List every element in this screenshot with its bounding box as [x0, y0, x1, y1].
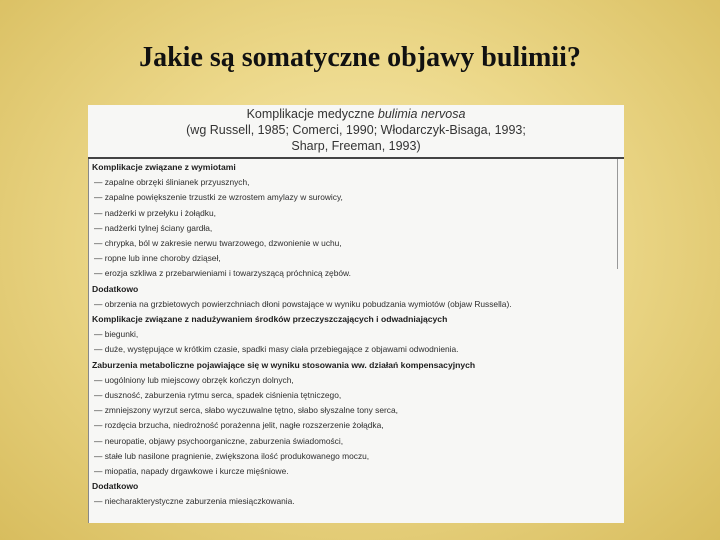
table-header [88, 105, 624, 154]
table-list-item: — miopatia, napady drgawkowe i kurcze mięśniowe. [94, 466, 289, 476]
table-list-item: — nadżerki tylnej ściany gardła, [94, 222, 213, 233]
table-right-rule [617, 159, 618, 269]
table-list-item: — rozdęcia brzucha, niedrożność porażenna jelit, nagłe rozszerzenie żołądka, [94, 420, 384, 431]
table-header-line1 [88, 106, 624, 122]
table-header-italic: bulimia nervosa [377, 107, 466, 121]
scanned-table-image [88, 105, 624, 523]
table-list-item: — biegunki, [94, 329, 139, 340]
table-list-item: — erozja szkliwa z przebarwieniami i towarzyszącą próchnicą zębów. [94, 268, 351, 279]
table-header-prefix: Komplikacje medyczne [246, 107, 375, 121]
table-list-item: — stałe lub nasilone pragnienie, zwiększona ilość produkowanego moczu, [94, 450, 370, 461]
table-section-heading: Komplikacje związane z wymiotami [92, 162, 236, 172]
table-list-item: — zapalne obrzęki ślinianek przyusznych, [94, 177, 250, 188]
table-list-item: — duszność, zaburzenia rytmu serca, spadek ciśnienia tętniczego, [94, 390, 342, 400]
table-header-line3: Sharp, Freeman, 1993) [291, 139, 421, 153]
table-list-item: — ropne lub inne choroby dziąseł, [94, 253, 221, 264]
table-list-item: — niecharakterystyczne zaburzenia miesiączkowania. [94, 496, 295, 507]
table-section-heading: Komplikacje związane z nadużywaniem środków przeczyszczających i odwadniających [92, 314, 448, 324]
table-list-item: — nadżerki w przełyku i żołądku, [94, 207, 216, 218]
table-list-item: — obrzenia na grzbietowych powierzchniach dłoni powstające w wyniku pobudzania wymiotów (objaw Russella). [94, 298, 512, 309]
table-section-heading: Zaburzenia metaboliczne pojawiające się w wyniku stosowania ww. działań kompensacyjnych [92, 359, 476, 370]
table-header-line2: (wg Russell, 1985; Comerci, 1990; Włodarczyk-Bisaga, 1993; [186, 123, 526, 137]
table-section-heading: Dodatkowo [92, 481, 139, 492]
table-list-item: — zmniejszony wyrzut serca, słabo wyczuwalne tętno, słabo słyszalne tony serca, [94, 405, 398, 416]
table-left-rule [88, 159, 89, 523]
table-list-item: — chrypka, ból w zakresie nerwu twarzowego, dzwonienie w uchu, [94, 238, 342, 248]
table-list-item: — zapalne powiększenie trzustki ze wzrostem amylazy w surowicy, [94, 192, 343, 203]
table-top-rule [88, 157, 624, 159]
table-list-item: — duże, występujące w krótkim czasie, spadki masy ciała przebiegające z objawami odwodnienia. [94, 344, 459, 355]
table-list-item: — uogólniony lub miejscowy obrzęk kończyn dolnych, [94, 374, 294, 385]
slide-title: Jakie są somatyczne objawy bulimii? [139, 42, 581, 73]
table-list-item: — neuropatie, objawy psychoorganiczne, zaburzenia świadomości, [94, 435, 344, 446]
table-section-heading: Dodatkowo [92, 283, 139, 294]
